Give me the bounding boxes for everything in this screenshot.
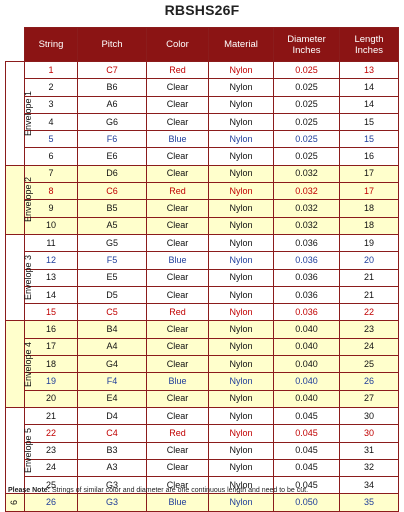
cell-pitch: A3 [78,459,147,476]
cell-string: 9 [25,200,78,217]
cell-string: 3 [25,96,78,113]
cell-diameter: 0.045 [274,442,340,459]
envelope-label-text: Envelope 2 [23,177,34,223]
envelope-group-label [6,494,25,511]
cell-pitch: E4 [78,390,147,407]
cell-material: Nylon [209,148,274,165]
cell-length: 21 [340,286,399,303]
cell-length: 14 [340,79,399,96]
cell-color: Clear [147,477,209,494]
cell-diameter: 0.032 [274,165,340,182]
cell-diameter: 0.025 [274,113,340,130]
cell-string: 23 [25,442,78,459]
cell-string: 11 [25,234,78,251]
cell-color: Blue [147,131,209,148]
cell-string: 14 [25,286,78,303]
table-row [6,183,399,200]
cell-string: 20 [25,390,78,407]
cell-diameter: 0.040 [274,390,340,407]
cell-string: 1 [25,62,78,79]
cell-length: 24 [340,338,399,355]
envelope-group-label [6,321,34,407]
cell-color: Blue [147,494,209,511]
cell-length: 19 [340,234,399,251]
cell-diameter: 0.036 [274,252,340,269]
cell-string: 4 [25,113,78,130]
cell-diameter: 0.045 [274,425,340,442]
cell-material: Nylon [209,200,274,217]
footnote-text: Strings of similar color and diameter are one continuous length and need to be cut. [51,487,309,494]
cell-material: Nylon [209,113,274,130]
table-body [6,62,399,512]
cell-string: 10 [25,217,78,234]
cell-diameter: 0.036 [274,269,340,286]
cell-diameter: 0.040 [274,356,340,373]
cell-color: Clear [147,338,209,355]
footnote-label: Please Note: [8,487,51,494]
envelope-label-text: Envelope 5 [23,428,34,474]
cell-pitch: G6 [78,113,147,130]
cell-material: Nylon [209,390,274,407]
cell-pitch: D6 [78,165,147,182]
cell-material: Nylon [209,338,274,355]
header-diameter: Diameter Inches [274,28,340,62]
cell-string: 15 [25,304,78,321]
cell-diameter: 0.045 [274,407,340,424]
cell-pitch: A4 [78,338,147,355]
cell-diameter: 0.040 [274,373,340,390]
table-row [6,148,399,165]
cell-string: 18 [25,356,78,373]
header-corner [6,28,25,62]
table-row [6,252,399,269]
header-row [6,28,399,62]
cell-pitch: E6 [78,148,147,165]
cell-diameter: 0.036 [274,304,340,321]
envelope-group-label [6,165,34,234]
cell-string: 12 [25,252,78,269]
cell-color: Clear [147,79,209,96]
table-row [6,338,399,355]
header-pitch: Pitch [78,28,147,62]
envelope-group-label [6,234,34,320]
cell-length: 27 [340,390,399,407]
cell-diameter: 0.045 [274,459,340,476]
cell-length: 17 [340,165,399,182]
envelope-group-label [6,62,34,166]
cell-length: 30 [340,425,399,442]
cell-pitch: C4 [78,425,147,442]
cell-length: 18 [340,200,399,217]
cell-pitch: G4 [78,356,147,373]
cell-color: Clear [147,113,209,130]
table-row [6,425,399,442]
cell-length: 21 [340,269,399,286]
cell-pitch: B5 [78,200,147,217]
cell-pitch: C6 [78,183,147,200]
table-row [6,200,399,217]
cell-length: 13 [340,62,399,79]
cell-diameter: 0.025 [274,148,340,165]
table-row [6,96,399,113]
cell-pitch: E5 [78,269,147,286]
table-row [6,217,399,234]
cell-length: 20 [340,252,399,269]
cell-length: 15 [340,131,399,148]
cell-pitch: F5 [78,252,147,269]
cell-diameter: 0.032 [274,200,340,217]
cell-pitch: F6 [78,131,147,148]
cell-length: 22 [340,304,399,321]
cell-pitch: D4 [78,407,147,424]
cell-material: Nylon [209,442,274,459]
envelope-label-text: Envelope 4 [23,341,34,387]
string-chart-table [5,27,399,512]
table-row [6,407,399,424]
cell-color: Clear [147,200,209,217]
cell-diameter: 0.032 [274,183,340,200]
cell-color: Clear [147,96,209,113]
envelope-label-text: Envelope 1 [23,90,34,136]
cell-color: Clear [147,269,209,286]
table-row [6,390,399,407]
cell-material: Nylon [209,79,274,96]
cell-length: 32 [340,459,399,476]
cell-color: Clear [147,356,209,373]
cell-material: Nylon [209,269,274,286]
cell-pitch: G5 [78,234,147,251]
cell-string: 6 [25,148,78,165]
cell-pitch: G3 [78,494,147,511]
cell-length: 14 [340,96,399,113]
cell-string: 2 [25,79,78,96]
cell-length: 17 [340,183,399,200]
table-row [6,234,399,251]
cell-length: 18 [340,217,399,234]
envelope-label-text: Envelope 3 [23,255,34,301]
table-row [6,442,399,459]
cell-length: 25 [340,356,399,373]
cell-color: Clear [147,165,209,182]
cell-string: 24 [25,459,78,476]
cell-color: Clear [147,407,209,424]
cell-pitch: A6 [78,96,147,113]
table-row [6,165,399,182]
cell-color: Red [147,304,209,321]
cell-length: 16 [340,148,399,165]
cell-diameter: 0.036 [274,234,340,251]
cell-material: Nylon [209,252,274,269]
cell-pitch: C7 [78,62,147,79]
cell-pitch: D5 [78,286,147,303]
cell-length: 35 [340,494,399,511]
table-row [6,356,399,373]
cell-length: 15 [340,113,399,130]
cell-pitch: B4 [78,321,147,338]
cell-pitch: F4 [78,373,147,390]
cell-diameter: 0.025 [274,96,340,113]
table-row [6,304,399,321]
cell-string: 22 [25,425,78,442]
cell-material: Nylon [209,321,274,338]
cell-string: 7 [25,165,78,182]
cell-color: Clear [147,321,209,338]
cell-material: Nylon [209,96,274,113]
cell-material: Nylon [209,477,274,494]
cell-string: 16 [25,321,78,338]
cell-diameter: 0.036 [274,286,340,303]
cell-diameter: 0.040 [274,321,340,338]
cell-color: Red [147,183,209,200]
table-row [6,373,399,390]
cell-color: Clear [147,217,209,234]
cell-pitch: G3 [78,477,147,494]
footnote [8,487,308,494]
cell-pitch: A5 [78,217,147,234]
cell-length: 23 [340,321,399,338]
table-row [6,269,399,286]
cell-length: 34 [340,477,399,494]
cell-material: Nylon [209,459,274,476]
cell-material: Nylon [209,373,274,390]
cell-material: Nylon [209,304,274,321]
cell-material: Nylon [209,425,274,442]
cell-length: 30 [340,407,399,424]
cell-diameter: 0.040 [274,338,340,355]
table-row [6,286,399,303]
cell-string: 25 [25,477,78,494]
table-row [6,321,399,338]
cell-pitch: C5 [78,304,147,321]
envelope-label-text: 6 [9,500,20,506]
cell-color: Clear [147,148,209,165]
cell-material: Nylon [209,286,274,303]
cell-string: 13 [25,269,78,286]
cell-material: Nylon [209,183,274,200]
header-material: Material [209,28,274,62]
cell-diameter: 0.050 [274,494,340,511]
table-row [6,79,399,96]
cell-color: Clear [147,286,209,303]
cell-string: 21 [25,407,78,424]
cell-color: Clear [147,442,209,459]
cell-color: Blue [147,252,209,269]
table-row [6,459,399,476]
cell-length: 26 [340,373,399,390]
cell-color: Clear [147,390,209,407]
cell-material: Nylon [209,494,274,511]
cell-color: Red [147,425,209,442]
page-title: RBSHS26F [164,2,240,18]
cell-material: Nylon [209,217,274,234]
cell-material: Nylon [209,407,274,424]
header-color: Color [147,28,209,62]
cell-material: Nylon [209,234,274,251]
table-row [6,131,399,148]
cell-string: 8 [25,183,78,200]
cell-diameter: 0.032 [274,217,340,234]
table-row [6,494,399,511]
cell-length: 31 [340,442,399,459]
table-row [6,113,399,130]
cell-pitch: B3 [78,442,147,459]
cell-color: Red [147,62,209,79]
cell-material: Nylon [209,356,274,373]
cell-string: 26 [25,494,78,511]
cell-diameter: 0.025 [274,131,340,148]
cell-string: 5 [25,131,78,148]
cell-pitch: B6 [78,79,147,96]
cell-color: Blue [147,373,209,390]
cell-color: Clear [147,459,209,476]
header-length: Length Inches [340,28,399,62]
cell-material: Nylon [209,62,274,79]
cell-string: 17 [25,338,78,355]
cell-string: 19 [25,373,78,390]
cell-diameter: 0.045 [274,477,340,494]
cell-color: Clear [147,234,209,251]
cell-material: Nylon [209,131,274,148]
header-string: String [25,28,78,62]
table-row [6,62,399,79]
cell-diameter: 0.025 [274,79,340,96]
cell-diameter: 0.025 [274,62,340,79]
cell-material: Nylon [209,165,274,182]
